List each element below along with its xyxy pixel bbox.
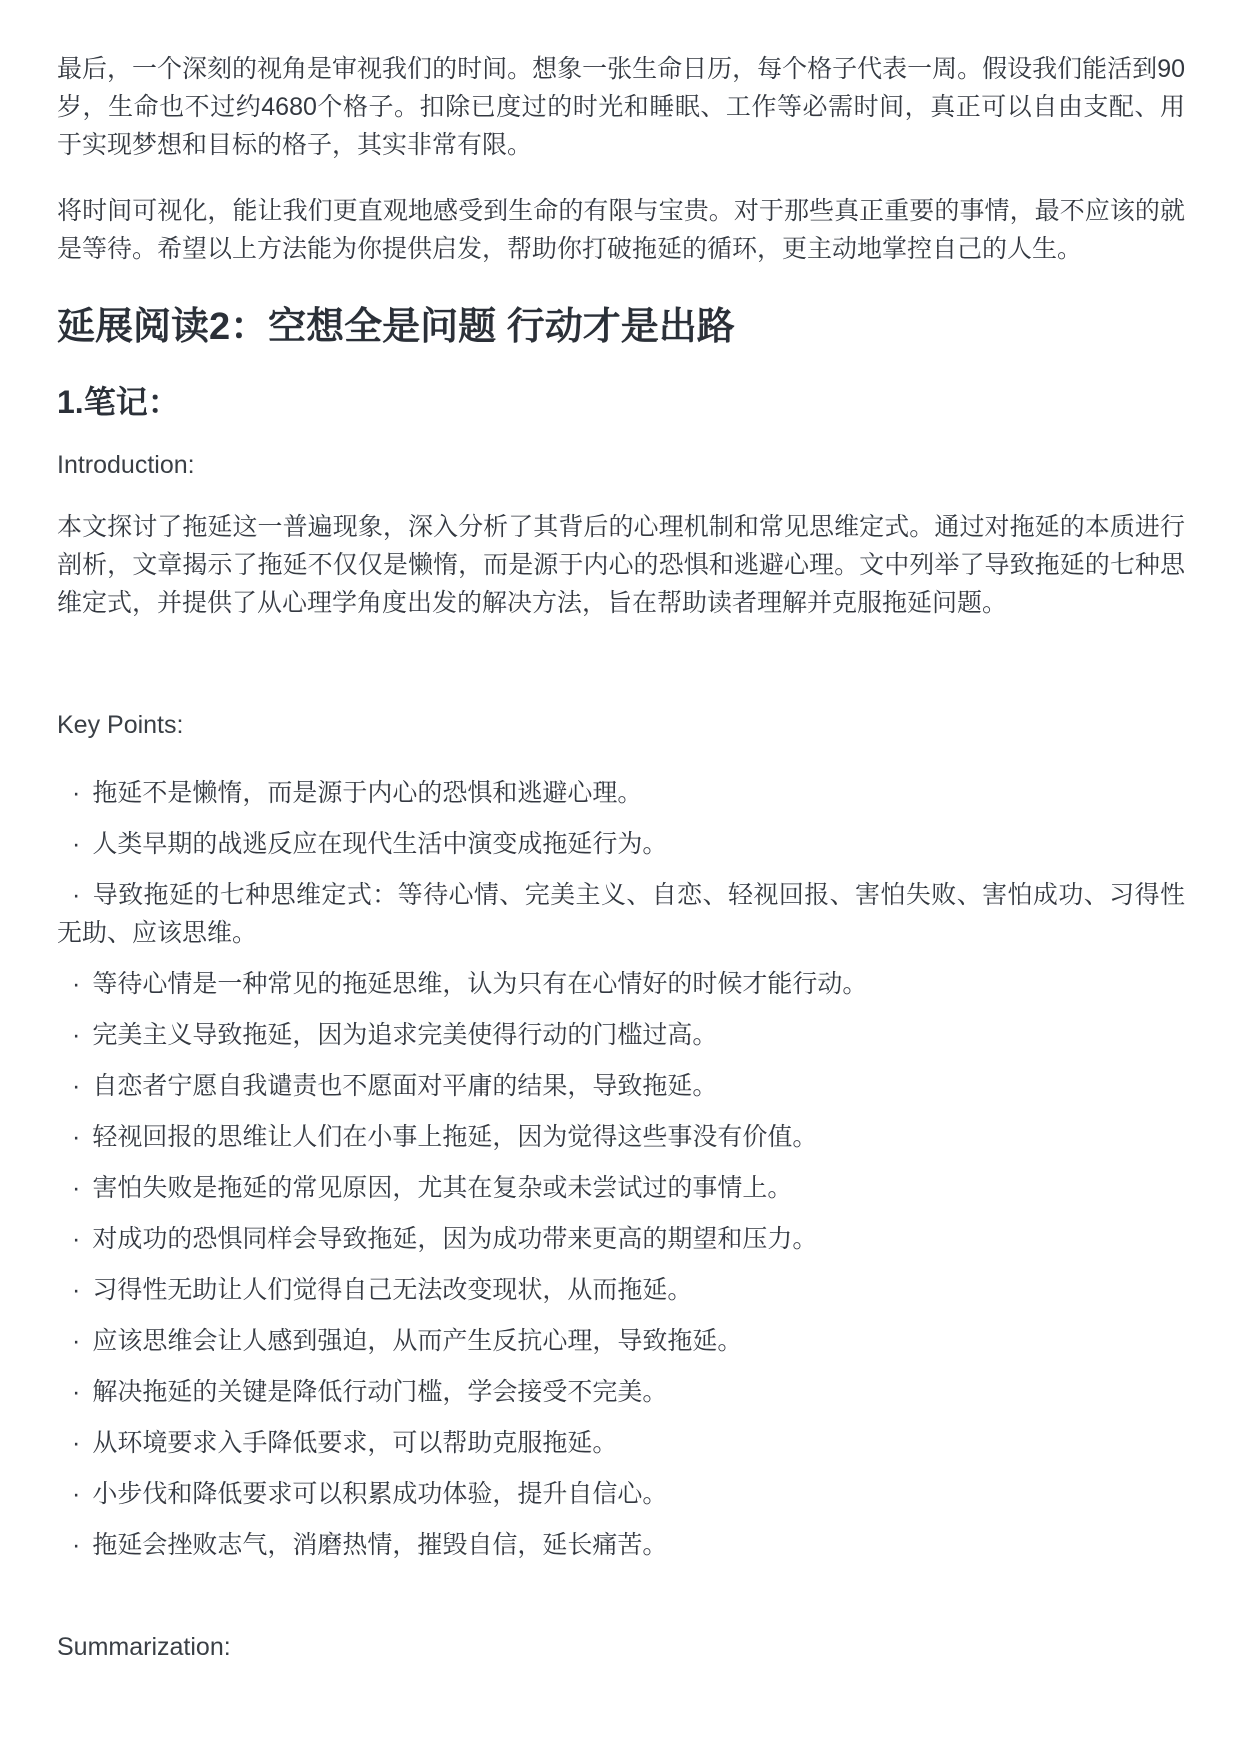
key-point-item — [57, 1169, 1185, 1207]
key-point-text: 轻视回报的思维让人们在小事上拖延，因为觉得这些事没有价值。 — [92, 1123, 818, 1151]
key-point-item — [57, 1322, 1185, 1360]
bullet-dot: · — [72, 970, 81, 998]
bullet-dot: · — [72, 1225, 81, 1253]
introduction-label: Introduction: — [57, 451, 195, 479]
key-point-text: 导致拖延的七种思维定式：等待心情、完美主义、自恋、轻视回报、害怕失败、害怕成功、习得性无助、应该思维。 — [57, 881, 1185, 947]
key-point-item — [57, 1475, 1185, 1513]
key-point-text: 对成功的恐惧同样会导致拖延，因为成功带来更高的期望和压力。 — [92, 1225, 818, 1253]
key-point-item — [57, 1220, 1185, 1258]
key-point-item — [57, 1373, 1185, 1411]
key-point-item — [57, 1526, 1185, 1564]
bullet-dot: · — [72, 1429, 81, 1457]
key-point-item — [57, 1424, 1185, 1462]
bullet-dot: · — [72, 1174, 81, 1202]
bullet-dot: · — [72, 1378, 81, 1406]
bullet-dot: · — [72, 881, 81, 909]
closing-paragraph-2: 将时间可视化，能让我们更直观地感受到生命的有限与宝贵。对于那些真正重要的事情，最不应该的就是等待。希望以上方法能为你提供启发，帮助你打破拖延的循环，更主动地掌控自己的人生。 — [57, 197, 1185, 263]
key-point-text: 害怕失败是拖延的常见原因，尤其在复杂或未尝试过的事情上。 — [92, 1174, 793, 1202]
bullet-dot: · — [72, 830, 81, 858]
key-points-label: Key Points: — [57, 711, 184, 739]
key-point-text: 应该思维会让人感到强迫，从而产生反抗心理，导致拖延。 — [92, 1327, 743, 1355]
bullet-dot: · — [72, 1021, 81, 1049]
key-point-item — [57, 1118, 1185, 1156]
key-point-item — [57, 965, 1185, 1003]
bullet-dot: · — [72, 1123, 81, 1151]
key-points-list — [57, 774, 1185, 1564]
introduction-paragraph: 本文探讨了拖延这一普遍现象，深入分析了其背后的心理机制和常见思维定式。通过对拖延的本质进行剖析，文章揭示了拖延不仅仅是懒惰，而是源于内心的恐惧和逃避心理。文中列举了导致拖延的七种思维定式，并提供了从心理学角度出发的解决方法，旨在帮助读者理解并克服拖延问题。 — [57, 513, 1185, 617]
key-point-text: 从环境要求入手降低要求，可以帮助克服拖延。 — [92, 1429, 618, 1457]
key-point-text: 拖延不是懒惰，而是源于内心的恐惧和逃避心理。 — [92, 779, 643, 807]
key-point-item — [57, 825, 1185, 863]
key-point-text: 解决拖延的关键是降低行动门槛，学会接受不完美。 — [92, 1378, 668, 1406]
bullet-dot: · — [72, 779, 81, 807]
key-point-text: 小步伐和降低要求可以积累成功体验，提升自信心。 — [92, 1480, 668, 1508]
bullet-dot: · — [72, 1276, 81, 1304]
key-point-item — [57, 876, 1185, 952]
key-point-text: 完美主义导致拖延，因为追求完美使得行动的门槛过高。 — [92, 1021, 718, 1049]
key-point-item — [57, 1016, 1185, 1054]
section-title: 延展阅读2：空想全是问题 行动才是出路 — [57, 306, 735, 348]
bullet-dot: · — [72, 1072, 81, 1100]
bullet-dot: · — [72, 1531, 81, 1559]
bullet-dot: · — [72, 1327, 81, 1355]
key-point-text: 拖延会挫败志气，消磨热情，摧毁自信，延长痛苦。 — [92, 1531, 668, 1559]
key-point-text: 等待心情是一种常见的拖延思维，认为只有在心情好的时候才能行动。 — [92, 970, 868, 998]
key-point-text: 自恋者宁愿自我谴责也不愿面对平庸的结果，导致拖延。 — [92, 1072, 718, 1100]
notes-heading: 1.笔记： — [57, 384, 180, 420]
key-point-text: 习得性无助让人们觉得自己无法改变现状，从而拖延。 — [92, 1276, 693, 1304]
key-point-text: 人类早期的战逃反应在现代生活中演变成拖延行为。 — [92, 830, 668, 858]
key-point-item — [57, 1067, 1185, 1105]
key-point-item — [57, 1271, 1185, 1309]
closing-paragraph-1: 最后，一个深刻的视角是审视我们的时间。想象一张生命日历，每个格子代表一周。假设我们能活到90岁，生命也不过约4680个格子。扣除已度过的时光和睡眠、工作等必需时间，真正可以自由支配、用于实现梦想和目标的格子，其实非常有限。 — [57, 55, 1185, 159]
bullet-dot: · — [72, 1480, 81, 1508]
summarization-label: Summarization: — [57, 1633, 231, 1661]
key-point-item — [57, 774, 1185, 812]
